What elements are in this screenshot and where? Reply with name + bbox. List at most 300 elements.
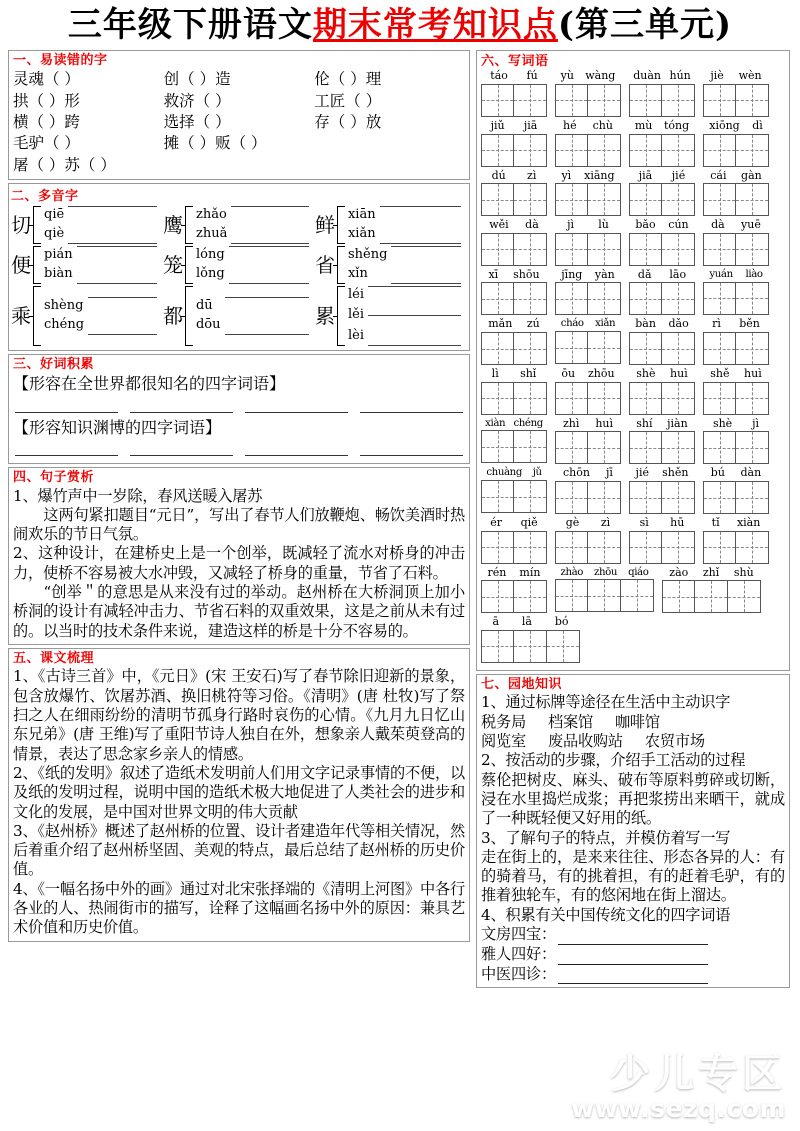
answer-line[interactable] <box>225 297 309 298</box>
tianzige-cell[interactable] <box>481 84 514 117</box>
tianzige-cell[interactable] <box>736 382 769 415</box>
answer-blank[interactable] <box>245 401 348 413</box>
tianzige-cell[interactable] <box>588 481 621 514</box>
tianzige-cell[interactable] <box>588 531 621 564</box>
pinyin-syllable: xiāng <box>584 168 615 182</box>
answer-line[interactable] <box>229 246 309 247</box>
pinyin-syllable: gè <box>565 516 580 529</box>
tianzige-cell[interactable] <box>629 481 662 514</box>
pinyin-syllable: shè <box>636 367 656 381</box>
pinyin-syllable: zhǐ <box>702 565 720 579</box>
answer-blank[interactable] <box>15 444 118 456</box>
tianzige-boxes[interactable] <box>629 134 695 167</box>
answer-lines[interactable] <box>225 246 315 284</box>
tianzige-cell[interactable] <box>588 84 621 117</box>
tianzige-cell[interactable] <box>514 183 547 216</box>
easily-misread-item: 拱（ ）形 <box>13 91 80 110</box>
pinyin-label: xiǎn <box>347 225 376 241</box>
answer-line[interactable] <box>77 283 157 284</box>
polyphonic-character: 乘 <box>11 303 31 328</box>
pinyin-label: zhǎo <box>195 206 227 222</box>
tianzige-boxes[interactable] <box>703 84 769 117</box>
tianzige-cell[interactable] <box>547 630 580 663</box>
tianzige-cell[interactable] <box>514 332 547 365</box>
tianzige-cell[interactable] <box>481 382 514 415</box>
easily-misread-item <box>314 155 465 176</box>
pinyin-syllable: jié <box>635 466 649 480</box>
answer-blank-row[interactable] <box>15 444 463 456</box>
tianzige-cell[interactable] <box>629 382 662 415</box>
tianzige-cell[interactable] <box>629 183 662 216</box>
tianzige-cell[interactable] <box>555 233 588 266</box>
tianzige-cell[interactable] <box>555 382 588 415</box>
tianzige-cell[interactable] <box>662 382 695 415</box>
answer-blank[interactable] <box>245 444 348 456</box>
tianzige-cell[interactable] <box>514 630 547 663</box>
pinyin-syllable: lù <box>598 218 609 232</box>
pinyin-syllable: dú <box>491 168 506 182</box>
tianzige-cell[interactable] <box>629 84 662 117</box>
easily-misread-item: 创（ ）造 <box>163 70 231 89</box>
tianzige-boxes[interactable] <box>703 282 769 315</box>
tianzige-boxes[interactable] <box>481 332 547 365</box>
tianzige-cell[interactable] <box>662 183 695 216</box>
answer-line[interactable] <box>225 334 309 335</box>
easily-misread-item: 摊（ ）贩（ ） <box>163 134 267 153</box>
tianzige-cell[interactable] <box>514 233 547 266</box>
pinyin-label <box>703 418 769 431</box>
tianzige-cell[interactable] <box>695 580 728 613</box>
watermark <box>570 1051 786 1123</box>
easily-misread-item <box>164 155 315 176</box>
tianzige-cell[interactable] <box>481 183 514 216</box>
good-words-prompt: 【形容知识渊博的四字词语】 <box>13 417 222 437</box>
answer-lines[interactable] <box>221 297 315 335</box>
garden-word: 税务局 <box>481 712 526 731</box>
tianzige-cell[interactable] <box>736 531 769 564</box>
tianzige-cell[interactable] <box>514 282 547 315</box>
pinyin-syllable: zhōu <box>587 367 615 381</box>
pinyin-label <box>555 120 621 133</box>
answer-line[interactable] <box>380 206 461 207</box>
tianzige-boxes[interactable] <box>703 233 769 266</box>
tianzige-boxes[interactable] <box>481 382 547 415</box>
pinyin-label <box>629 219 695 232</box>
right-column <box>476 50 790 992</box>
tianzige-cell[interactable] <box>629 282 662 315</box>
tianzige-boxes[interactable] <box>555 233 621 266</box>
tianzige-cell[interactable] <box>588 134 621 167</box>
tianzige-cell[interactable] <box>662 531 695 564</box>
tianzige-cell[interactable] <box>514 580 547 613</box>
tianzige-boxes[interactable] <box>481 630 580 663</box>
tianzige-cell[interactable] <box>736 332 769 365</box>
tianzige-cell[interactable] <box>703 183 736 216</box>
easily-misread-item: 选择（ ） <box>163 112 231 131</box>
pinyin-label: dū <box>195 297 213 313</box>
answer-blank[interactable] <box>15 401 118 413</box>
answer-line[interactable] <box>368 315 461 316</box>
polyphonic-character: 笼 <box>162 252 183 277</box>
tianzige-boxes[interactable] <box>555 579 654 612</box>
tianzige-boxes[interactable] <box>629 233 695 266</box>
paragraph: 1、爆竹声中一岁除，春风送暖入屠苏 <box>13 486 263 505</box>
write-word-item <box>481 318 547 365</box>
tianzige-boxes[interactable] <box>703 531 769 564</box>
tianzige-cell[interactable] <box>588 431 621 464</box>
tianzige-cell[interactable] <box>555 183 588 216</box>
good-words-prompt: 【形容在全世界都很知名的四字词语】 <box>13 374 286 394</box>
pinyin-syllable: shōu <box>513 267 540 281</box>
tianzige-boxes[interactable] <box>629 282 695 315</box>
easily-misread-item: 伦（ ）理 <box>314 70 382 89</box>
pinyin-label <box>481 467 547 479</box>
garden-word-row <box>481 732 785 751</box>
pinyin-label <box>629 318 695 331</box>
write-word-item <box>703 170 769 217</box>
write-words-row <box>481 567 787 614</box>
section-1-heading: 一、易读错的字 <box>13 52 108 68</box>
tianzige-boxes[interactable] <box>481 480 547 513</box>
paragraph: 1、《古诗三首》中，《元日》(宋 王安石)写了春节除旧迎新的景象，包含放爆竹、饮屠苏酒、换旧桃符等习俗。《清明》(唐 杜牧)写了祭扫之人在细雨纷纷的清明节孤身行路时哀伤的心情。《九月九日忆山东兄弟》(唐 王维)写了重阳节诗人独自在外，想象亲人戴茱萸登高的情景，表达了思念家乡亲人的情感。 <box>13 667 465 763</box>
answer-line[interactable] <box>68 206 157 207</box>
write-word-item <box>481 269 547 316</box>
answer-lines[interactable] <box>73 246 163 284</box>
write-word-item <box>481 418 547 465</box>
section-write-words <box>476 50 790 671</box>
answer-line[interactable] <box>368 286 461 287</box>
tianzige-cell[interactable] <box>662 233 695 266</box>
tianzige-cell[interactable] <box>629 332 662 365</box>
tianzige-boxes[interactable] <box>555 84 621 117</box>
pinyin-label <box>703 120 769 133</box>
tianzige-boxes[interactable] <box>629 531 695 564</box>
tianzige-cell[interactable] <box>481 480 514 513</box>
tianzige-cell[interactable] <box>736 134 769 167</box>
tianzige-cell[interactable] <box>514 430 547 463</box>
write-word-item <box>703 120 769 167</box>
section-5-heading: 五、课文梳理 <box>13 650 95 666</box>
tianzige-cell[interactable] <box>736 431 769 464</box>
answer-line[interactable] <box>391 246 461 247</box>
pinyin-label: pián <box>44 246 73 262</box>
tianzige-cell[interactable] <box>588 282 621 315</box>
pinyin-syllable: mù <box>634 118 653 132</box>
answer-lines[interactable] <box>364 286 467 346</box>
tianzige-boxes[interactable] <box>481 134 547 167</box>
answer-line[interactable] <box>77 246 157 247</box>
tianzige-cell[interactable] <box>662 481 695 514</box>
pinyin-label <box>629 418 695 431</box>
answer-blank[interactable] <box>130 444 233 456</box>
tianzige-cell[interactable] <box>555 579 588 612</box>
pinyin-syllable: jī <box>606 466 613 480</box>
tianzige-cell[interactable] <box>481 233 514 266</box>
tianzige-cell[interactable] <box>629 531 662 564</box>
pinyin-syllable: yù <box>560 69 574 83</box>
tianzige-cell[interactable] <box>588 331 621 364</box>
tianzige-boxes[interactable] <box>629 481 695 514</box>
tianzige-cell[interactable] <box>703 431 736 464</box>
tianzige-cell[interactable] <box>662 431 695 464</box>
tianzige-cell[interactable] <box>629 134 662 167</box>
garden-item-text: 走在街上的，是来来往往、形态各异的人：有的骑着马，有的挑着担，有的赶着毛驴，有的推着独轮车，有的悠闲地在街上溜达。 <box>481 847 785 905</box>
write-word-item <box>703 517 769 564</box>
pinyin-syllable: dà <box>711 218 725 232</box>
answer-lines[interactable] <box>84 297 163 335</box>
answer-blank[interactable] <box>558 932 708 945</box>
polyphonic-pinyin-list <box>44 297 84 335</box>
pinyin-syllable: bàn <box>635 317 656 331</box>
pinyin-syllable: cháo <box>560 318 584 330</box>
pinyin-label <box>703 70 769 83</box>
pinyin-syllable: yuán <box>709 268 733 280</box>
tianzige-cell[interactable] <box>703 233 736 266</box>
answer-lines[interactable] <box>227 206 315 244</box>
answer-lines[interactable] <box>64 206 163 244</box>
tianzige-cell[interactable] <box>514 480 547 513</box>
pinyin-syllable: mǎn <box>488 317 513 331</box>
tianzige-cell[interactable] <box>728 580 761 613</box>
pinyin-label <box>555 269 621 282</box>
tianzige-cell[interactable] <box>703 382 736 415</box>
tianzige-cell[interactable] <box>555 84 588 117</box>
pinyin-label <box>703 269 769 281</box>
write-words-row <box>481 170 787 217</box>
tianzige-cell[interactable] <box>703 481 736 514</box>
write-word-item <box>629 219 695 266</box>
pinyin-label <box>629 269 695 282</box>
tianzige-boxes[interactable] <box>481 233 547 266</box>
pinyin-syllable: yì <box>561 168 572 182</box>
tianzige-boxes[interactable] <box>629 332 695 365</box>
answer-blank[interactable] <box>130 401 233 413</box>
pinyin-label <box>555 318 621 330</box>
pinyin-label <box>703 219 769 232</box>
polyphonic-character: 累 <box>314 303 335 328</box>
tianzige-boxes[interactable] <box>555 481 621 514</box>
tianzige-boxes[interactable] <box>555 331 621 364</box>
answer-blank[interactable] <box>360 444 463 456</box>
tianzige-cell[interactable] <box>629 233 662 266</box>
pinyin-syllable: huì <box>595 416 614 430</box>
tianzige-cell[interactable] <box>736 84 769 117</box>
tianzige-boxes[interactable] <box>481 430 547 463</box>
pinyin-label <box>629 368 695 381</box>
write-word-item <box>555 219 621 266</box>
tianzige-boxes[interactable] <box>629 84 695 117</box>
tianzige-boxes[interactable] <box>629 431 695 464</box>
polyphonic-pinyin-list <box>196 206 227 244</box>
pinyin-syllable: jiǔ <box>490 118 505 132</box>
answer-line[interactable] <box>88 297 157 298</box>
write-word-item <box>629 269 695 316</box>
tianzige-cell[interactable] <box>555 481 588 514</box>
tianzige-cell[interactable] <box>736 282 769 315</box>
tianzige-boxes[interactable] <box>703 332 769 365</box>
pinyin-syllable: jiā <box>523 118 538 132</box>
tianzige-cell[interactable] <box>514 382 547 415</box>
pinyin-syllable: shí <box>636 416 653 430</box>
write-word-item <box>703 467 769 514</box>
answer-blank[interactable] <box>558 971 708 984</box>
tianzige-boxes[interactable] <box>555 382 621 415</box>
tianzige-cell[interactable] <box>555 134 588 167</box>
write-word-item <box>555 467 621 514</box>
title-prefix: 三年级下册语文 <box>67 5 313 45</box>
pinyin-syllable: zì <box>600 516 611 529</box>
tianzige-boxes[interactable] <box>555 134 621 167</box>
polyphonic-pinyin-list <box>196 297 221 335</box>
paragraph: 2、这种设计，在建桥史上是一个创举，既减轻了流水对桥身的冲击力，使桥不容易被大水冲毁，又减轻了桥身的重量，节省了石料。 <box>13 544 465 582</box>
write-word-item <box>629 467 695 514</box>
write-word-item <box>555 368 621 415</box>
pinyin-syllable: zào <box>669 565 689 579</box>
pinyin-syllable: ér <box>490 516 503 529</box>
answer-line[interactable] <box>68 243 157 244</box>
tianzige-cell[interactable] <box>555 331 588 364</box>
tianzige-cell[interactable] <box>481 580 514 613</box>
tianzige-cell[interactable] <box>703 282 736 315</box>
pinyin-syllable: běn <box>739 317 760 331</box>
tianzige-boxes[interactable] <box>555 431 621 464</box>
easily-misread-row <box>13 69 465 90</box>
pinyin-label <box>555 70 621 83</box>
tianzige-cell[interactable] <box>555 282 588 315</box>
tianzige-cell[interactable] <box>662 84 695 117</box>
tianzige-boxes[interactable] <box>481 183 547 216</box>
easily-misread-item: 横（ ）跨 <box>13 112 80 131</box>
answer-lines[interactable] <box>387 246 467 284</box>
tianzige-cell[interactable] <box>481 282 514 315</box>
tianzige-cell[interactable] <box>662 580 695 613</box>
tianzige-cell[interactable] <box>621 579 654 612</box>
pinyin-label <box>481 517 547 530</box>
tianzige-cell[interactable] <box>662 332 695 365</box>
pinyin-syllable: jiā <box>638 168 653 182</box>
answer-line[interactable] <box>229 283 309 284</box>
pinyin-syllable: huì <box>744 367 762 381</box>
tianzige-cell[interactable] <box>629 431 662 464</box>
pinyin-syllable: rén <box>487 565 507 579</box>
pinyin-label: lóng <box>195 246 225 262</box>
polyphonic-pinyin-list <box>348 206 376 244</box>
tianzige-boxes[interactable] <box>481 84 547 117</box>
garden-item-title: 4、积累有关中国传统文化的四字词语 <box>481 905 731 924</box>
polyphonic-item <box>11 206 163 244</box>
pinyin-syllable: xiàn <box>485 417 506 429</box>
tianzige-cell[interactable] <box>662 134 695 167</box>
pinyin-syllable: duàn <box>633 69 662 83</box>
answer-line[interactable] <box>231 206 309 207</box>
tianzige-boxes[interactable] <box>703 183 769 216</box>
pinyin-syllable: dǎ <box>637 267 652 281</box>
tianzige-cell[interactable] <box>588 233 621 266</box>
answer-lines[interactable] <box>376 206 467 244</box>
answer-line[interactable] <box>88 334 157 335</box>
tianzige-boxes[interactable] <box>555 531 621 564</box>
tianzige-boxes[interactable] <box>703 382 769 415</box>
pinyin-label <box>629 170 695 183</box>
tianzige-cell[interactable] <box>588 183 621 216</box>
tianzige-cell[interactable] <box>555 431 588 464</box>
write-words-row <box>481 616 787 663</box>
pinyin-syllable: jì <box>752 416 760 430</box>
write-word-item <box>481 368 547 415</box>
pinyin-syllable: lāo <box>669 267 687 281</box>
pinyin-syllable: lì <box>491 367 499 381</box>
section-2-heading: 二、多音字 <box>11 189 79 205</box>
brace-icon <box>337 246 345 284</box>
tianzige-cell[interactable] <box>588 579 621 612</box>
tianzige-cell[interactable] <box>703 134 736 167</box>
tianzige-cell[interactable] <box>703 84 736 117</box>
tianzige-cell[interactable] <box>703 531 736 564</box>
tianzige-boxes[interactable] <box>555 183 621 216</box>
tianzige-cell[interactable] <box>662 282 695 315</box>
tianzige-boxes[interactable] <box>629 183 695 216</box>
write-words-row <box>481 318 787 365</box>
tianzige-boxes[interactable] <box>555 282 621 315</box>
section-text-review <box>8 648 470 942</box>
easily-misread-item: 救济（ ） <box>163 91 231 110</box>
tianzige-cell[interactable] <box>481 531 514 564</box>
tianzige-boxes[interactable] <box>703 481 769 514</box>
tianzige-cell[interactable] <box>481 332 514 365</box>
pinyin-syllable: chù <box>592 118 613 132</box>
tianzige-boxes[interactable] <box>481 531 547 564</box>
answer-line[interactable] <box>391 283 461 284</box>
pinyin-label <box>703 368 769 381</box>
tianzige-cell[interactable] <box>514 84 547 117</box>
write-words-row <box>481 120 787 167</box>
answer-blank[interactable] <box>360 401 463 413</box>
answer-blank[interactable] <box>558 952 708 965</box>
answer-line[interactable] <box>231 243 309 244</box>
tianzige-cell[interactable] <box>736 233 769 266</box>
answer-line[interactable] <box>368 345 461 346</box>
polyphonic-item <box>11 286 163 346</box>
tianzige-cell[interactable] <box>588 382 621 415</box>
pinyin-label <box>555 418 621 431</box>
tianzige-cell[interactable] <box>481 134 514 167</box>
tianzige-cell[interactable] <box>736 481 769 514</box>
tianzige-cell[interactable] <box>736 183 769 216</box>
tianzige-cell[interactable] <box>555 531 588 564</box>
answer-line[interactable] <box>380 243 461 244</box>
brace-icon <box>337 286 345 346</box>
tianzige-cell[interactable] <box>481 430 514 463</box>
section-garden-knowledge <box>476 674 790 988</box>
write-words-row <box>481 418 787 465</box>
left-column <box>8 50 470 945</box>
write-word-item <box>481 70 547 117</box>
brace-icon <box>185 246 193 284</box>
tianzige-boxes[interactable] <box>703 431 769 464</box>
tianzige-cell[interactable] <box>514 531 547 564</box>
tianzige-cell[interactable] <box>703 332 736 365</box>
tianzige-boxes[interactable] <box>481 282 547 315</box>
tianzige-boxes[interactable] <box>662 580 761 613</box>
tianzige-cell[interactable] <box>481 630 514 663</box>
tianzige-boxes[interactable] <box>629 382 695 415</box>
tianzige-cell[interactable] <box>514 134 547 167</box>
write-words-row <box>481 219 787 266</box>
answer-blank-row[interactable] <box>15 401 463 413</box>
pinyin-label: chéng <box>44 316 85 332</box>
tianzige-boxes[interactable] <box>703 134 769 167</box>
tianzige-boxes[interactable] <box>481 580 547 613</box>
